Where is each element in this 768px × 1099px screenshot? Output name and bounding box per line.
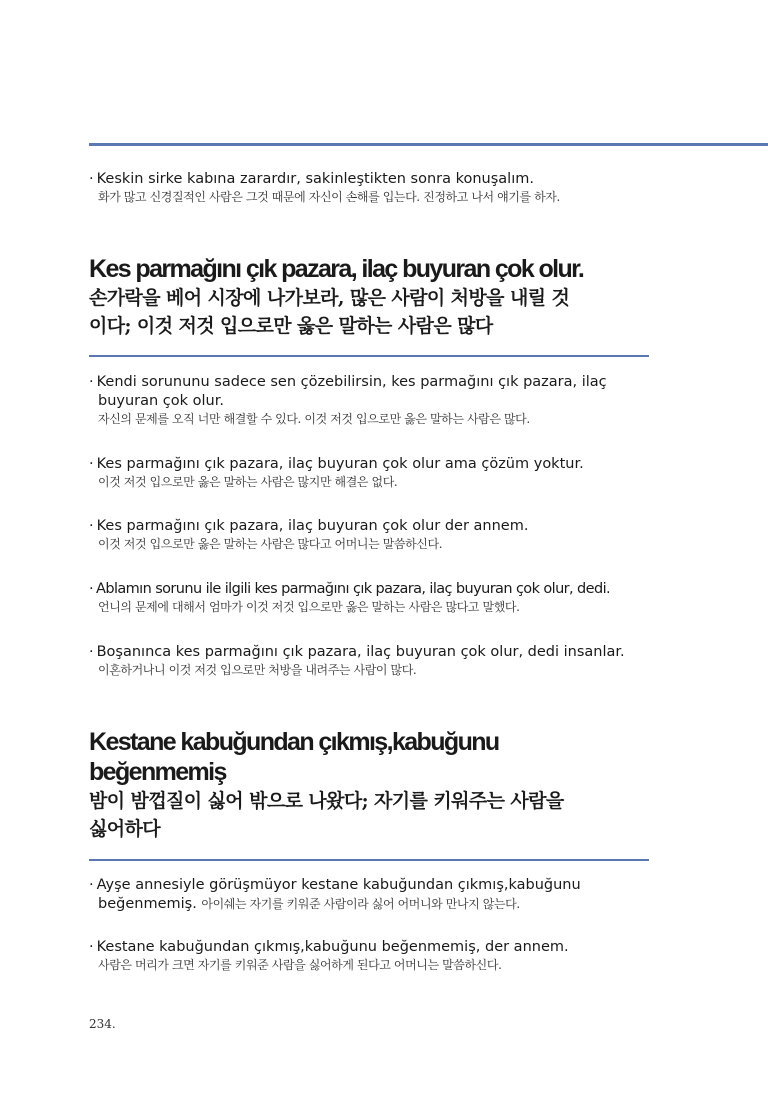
intro-example (89, 170, 649, 206)
example-2 (89, 455, 649, 491)
proverb-turkish-line2: beğenmemiş (89, 758, 226, 786)
example-turkish: · Kes parmağını çık pazara, ilaç buyuran çok olur der annem. (89, 518, 529, 534)
example-3 (89, 517, 649, 553)
example-turkish: · Ablamın sorunu ile ilgili kes parmağını çık pazara, ilaç buyuran çok olur, dedi. (89, 581, 611, 597)
section2-heading (89, 727, 659, 843)
proverb-korean-line2: 싫어하다 (89, 818, 161, 840)
example-turkish: · Ayşe annesiyle görüşmüyor kestane kabuğundan çıkmış,kabuğunu beğenmemiş. 아이쉐는 자기를 키워준 사람이라 싫어 어머니와 만나지 않는다. (89, 877, 581, 912)
example-turkish: · Kes parmağını çık pazara, ilaç buyuran çok olur ama çözüm yoktur. (89, 456, 584, 472)
example-6 (89, 876, 649, 914)
example-7 (89, 938, 649, 974)
proverb-korean-line2: 이다; 이것 저것 입으로만 옳은 말하는 사람은 많다 (89, 315, 493, 337)
proverb-korean-line1: 밤이 밤껍질이 싫어 밖으로 나왔다; 자기를 키워주는 사람을 (89, 790, 564, 812)
page-number: 234. (89, 1017, 116, 1031)
example-turkish: · Boşanınca kes parmağını çık pazara, ilaç buyuran çok olur, dedi insanlar. (89, 644, 625, 660)
example-turkish: · Kestane kabuğundan çıkmış,kabuğunu beğenmemiş, der annem. (89, 939, 569, 955)
section2-rule (89, 859, 649, 861)
example-korean-inline: 아이쉐는 자기를 키워준 사람이라 싫어 어머니와 만나지 않는다. (201, 897, 520, 911)
example-korean: 이것 저것 입으로만 옳은 말하는 사람은 많지만 해결은 없다. (98, 475, 398, 489)
proverb-korean-line1: 손가락을 베어 시장에 나가보라, 많은 사람이 처방을 내릴 것 (89, 287, 570, 309)
example-korean: 언니의 문제에 대해서 엄마가 이것 저것 입으로만 옳은 말하는 사람은 많다고 말했다. (98, 600, 520, 614)
example-korean: 이혼하거나니 이것 저것 입으로만 처방을 내려주는 사람이 많다. (98, 663, 417, 677)
example-4 (89, 580, 649, 616)
example-korean: 이것 저것 입으로만 옳은 말하는 사람은 많다고 어머니는 말씀하신다. (98, 537, 443, 551)
proverb-turkish-line1: Kestane kabuğundan çıkmış,kabuğunu (89, 728, 499, 756)
example-korean: 자신의 문제를 오직 너만 해결할 수 있다. 이것 저것 입으로만 옳은 말하는 사람은 많다. (98, 412, 530, 426)
example-turkish: · Keskin sirke kabına zarardır, sakinleştikten sonra konuşalım. (89, 171, 534, 187)
example-1 (89, 373, 649, 428)
example-5 (89, 643, 649, 679)
proverb-turkish: Kes parmağını çık pazara, ilaç buyuran çok olur. (89, 255, 584, 283)
example-turkish: · Kendi sorununu sadece sen çözebilirsin, kes parmağını çık pazara, ilaç buyuran çok olur. (89, 374, 607, 409)
section1-heading (89, 254, 659, 340)
top-rule (89, 143, 768, 146)
example-korean: 사람은 머리가 크면 자기를 키워준 사람을 싫어하게 된다고 어머니는 말씀하신다. (98, 958, 502, 972)
example-korean: 화가 많고 신경질적인 사람은 그것 때문에 자신이 손해를 입는다. 진정하고 나서 얘기를 하자. (98, 190, 560, 204)
section1-rule (89, 355, 649, 357)
